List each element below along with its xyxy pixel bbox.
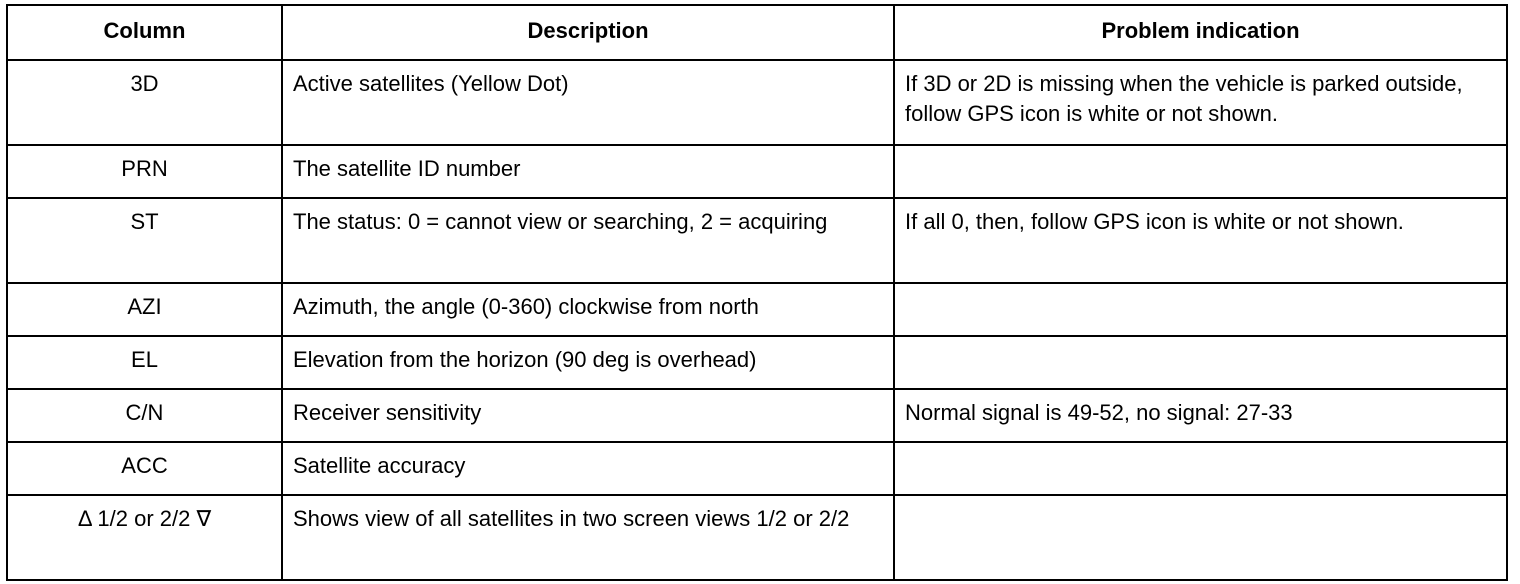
cell-description: Shows view of all satellites in two screen views 1/2 or 2/2 bbox=[282, 495, 894, 580]
cell-problem-indication: If all 0, then, follow GPS icon is white or not shown. bbox=[894, 198, 1507, 283]
cell-column-name: EL bbox=[7, 336, 282, 389]
table-row bbox=[7, 495, 1507, 580]
cell-description: Receiver sensitivity bbox=[282, 389, 894, 442]
cell-problem-indication: Normal signal is 49-52, no signal: 27-33 bbox=[894, 389, 1507, 442]
cell-column-name: ST bbox=[7, 198, 282, 283]
cell-description: Active satellites (Yellow Dot) bbox=[282, 60, 894, 145]
cell-column-name: C/N bbox=[7, 389, 282, 442]
cell-problem-indication bbox=[894, 336, 1507, 389]
cell-description: Elevation from the horizon (90 deg is overhead) bbox=[282, 336, 894, 389]
gps-diagnostic-table-container bbox=[6, 4, 1506, 581]
table-row bbox=[7, 198, 1507, 283]
cell-column-name: PRN bbox=[7, 145, 282, 198]
table-row bbox=[7, 389, 1507, 442]
cell-problem-indication bbox=[894, 442, 1507, 495]
header-problem-indication: Problem indication bbox=[894, 5, 1507, 60]
cell-column-name: AZI bbox=[7, 283, 282, 336]
header-row bbox=[7, 5, 1507, 60]
cell-description: The status: 0 = cannot view or searching, 2 = acquiring bbox=[282, 198, 894, 283]
cell-problem-indication: If 3D or 2D is missing when the vehicle is parked outside, follow GPS icon is white or not shown. bbox=[894, 60, 1507, 145]
cell-description: Azimuth, the angle (0-360) clockwise from north bbox=[282, 283, 894, 336]
header-description: Description bbox=[282, 5, 894, 60]
cell-problem-indication bbox=[894, 283, 1507, 336]
cell-description: The satellite ID number bbox=[282, 145, 894, 198]
cell-column-name: Δ 1/2 or 2/2 ∇ bbox=[7, 495, 282, 580]
cell-problem-indication bbox=[894, 495, 1507, 580]
header-column: Column bbox=[7, 5, 282, 60]
table-row bbox=[7, 145, 1507, 198]
cell-column-name: 3D bbox=[7, 60, 282, 145]
cell-description: Satellite accuracy bbox=[282, 442, 894, 495]
table-row bbox=[7, 442, 1507, 495]
cell-column-name: ACC bbox=[7, 442, 282, 495]
cell-problem-indication bbox=[894, 145, 1507, 198]
table-row bbox=[7, 336, 1507, 389]
gps-diagnostic-table bbox=[6, 4, 1508, 581]
table-row bbox=[7, 60, 1507, 145]
table-row bbox=[7, 283, 1507, 336]
